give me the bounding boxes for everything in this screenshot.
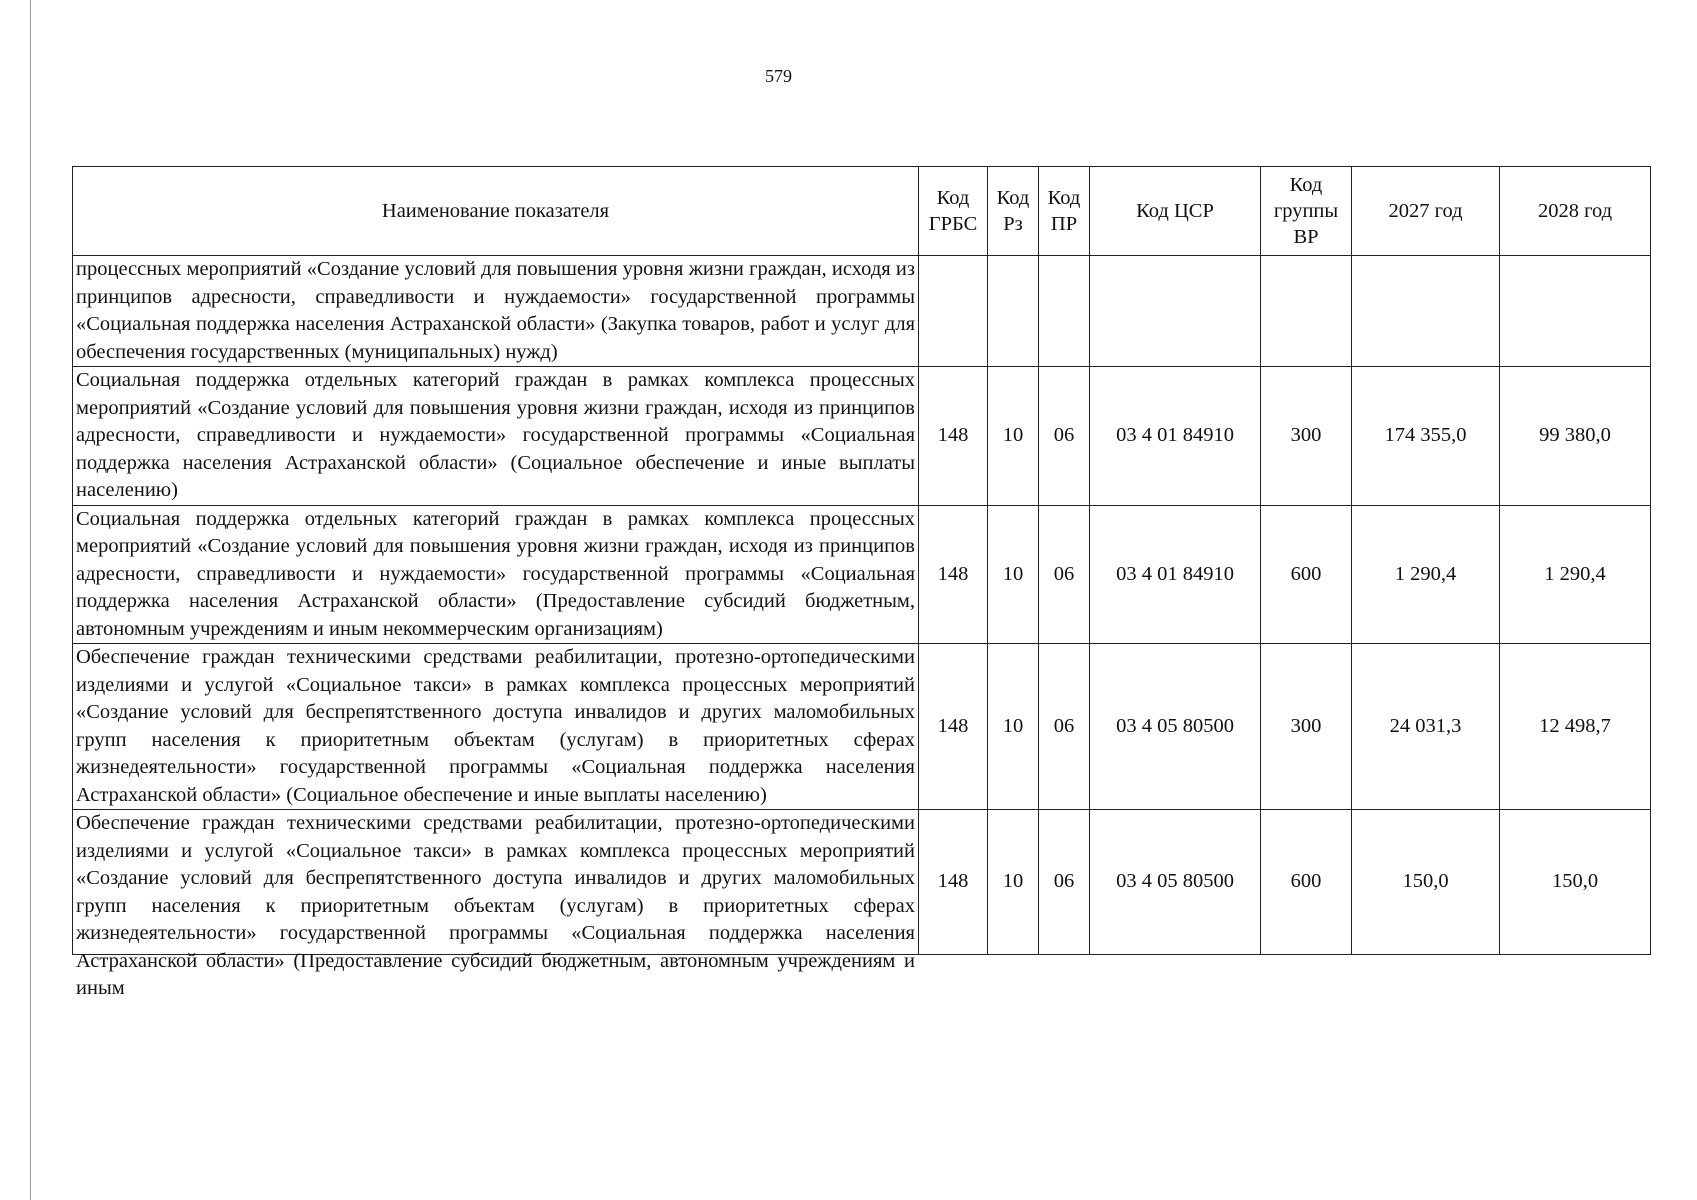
- row-rz: 10: [988, 644, 1039, 810]
- header-vr: Код группы ВР: [1261, 167, 1352, 256]
- row-rz: 10: [988, 367, 1039, 506]
- row-vr: 600: [1261, 505, 1352, 644]
- row-grbs: 148: [919, 367, 988, 506]
- row-grbs: 148: [919, 644, 988, 810]
- table-row: [73, 367, 1651, 506]
- row-csr: 03 4 05 80500: [1090, 644, 1261, 810]
- row-vr: 300: [1261, 367, 1352, 506]
- row-csr: 03 4 01 84910: [1090, 367, 1261, 506]
- row-name-cell: [73, 810, 919, 999]
- row-name: Обеспечение граждан техническими средствами реабилитации, протезно-ортопедическими изделиями и услугой «Социальное такси» в рамках комплекса процессных мероприятий «Создание условий для беспрепятственного доступа инвалидов и других маломобильных групп населения к приоритетным объектам (услугам) в приоритетных сферах жизнедеятельности» государственной программы «Социальная поддержка населения Астраханской области» (Предоставление субсидий бюджетным, автономным учреждениям и иным: [76, 812, 915, 999]
- row-rz: 10: [988, 505, 1039, 644]
- row-amount-2028: 12 498,7: [1500, 644, 1651, 810]
- row-csr: 03 4 01 84910: [1090, 505, 1261, 644]
- row-vr: [1261, 256, 1352, 367]
- page-margin-line: [30, 0, 31, 1200]
- row-name: Обеспечение граждан техническими средствами реабилитации, протезно-ортопедическими изделиями и услугой «Социальное такси» в рамках комплекса процессных мероприятий «Создание условий для беспрепятственного доступа инвалидов и других маломобильных групп населения к приоритетным объектам (услугам) в приоритетных сферах жизнедеятельности» государственной программы «Социальная поддержка населения Астраханской области» (Социальное обеспечение и иные выплаты населению): [73, 644, 919, 810]
- row-amount-2027: [1352, 256, 1500, 367]
- row-vr: 600: [1261, 810, 1352, 955]
- row-grbs: 148: [919, 810, 988, 955]
- row-amount-2028: 1 290,4: [1500, 505, 1651, 644]
- row-rz: [988, 256, 1039, 367]
- row-amount-2028: 150,0: [1500, 810, 1651, 955]
- table-row: [73, 505, 1651, 644]
- row-pr: [1039, 256, 1090, 367]
- row-amount-2027: 174 355,0: [1352, 367, 1500, 506]
- row-pr: 06: [1039, 810, 1090, 955]
- table-row: [73, 810, 1651, 955]
- row-name: процессных мероприятий «Создание условий для повышения уровня жизни граждан, исходя из принципов адресности, справедливости и нуждаемости» государственной программы «Социальная поддержка населения Астраханской области» (Закупка товаров, работ и услуг для обеспечения государственных (муниципальных) нужд): [73, 256, 919, 367]
- row-pr: 06: [1039, 367, 1090, 506]
- budget-table: [72, 166, 1651, 999]
- table-row: [73, 644, 1651, 810]
- row-pr: 06: [1039, 505, 1090, 644]
- row-grbs: [919, 256, 988, 367]
- header-csr: Код ЦСР: [1090, 167, 1261, 256]
- header-grbs: Код ГРБС: [919, 167, 988, 256]
- row-amount-2027: 24 031,3: [1352, 644, 1500, 810]
- row-amount-2028: [1500, 256, 1651, 367]
- page-number: 579: [765, 66, 792, 86]
- row-rz: 10: [988, 810, 1039, 955]
- row-csr: [1090, 256, 1261, 367]
- header-year-2028: 2028 год: [1500, 167, 1651, 256]
- header-rz: Код Рз: [988, 167, 1039, 256]
- row-csr: 03 4 05 80500: [1090, 810, 1261, 955]
- row-pr: 06: [1039, 644, 1090, 810]
- header-name: Наименование показателя: [73, 167, 919, 256]
- table-header-row: [73, 167, 1651, 256]
- row-name: Социальная поддержка отдельных категорий граждан в рамках комплекса процессных мероприятий «Создание условий для повышения уровня жизни граждан, исходя из принципов адресности, справедливости и нуждаемости» государственной программы «Социальная поддержка населения Астраханской области» (Предоставление субсидий бюджетным, автономным учреждениям и иным некоммерческим организациям): [73, 505, 919, 644]
- table-row: [73, 256, 1651, 367]
- row-amount-2027: 150,0: [1352, 810, 1500, 955]
- header-pr: Код ПР: [1039, 167, 1090, 256]
- row-name: Социальная поддержка отдельных категорий граждан в рамках комплекса процессных мероприятий «Создание условий для повышения уровня жизни граждан, исходя из принципов адресности, справедливости и нуждаемости» государственной программы «Социальная поддержка населения Астраханской области» (Социальное обеспечение и иные выплаты населению): [73, 367, 919, 506]
- row-amount-2027: 1 290,4: [1352, 505, 1500, 644]
- header-year-2027: 2027 год: [1352, 167, 1500, 256]
- row-grbs: 148: [919, 505, 988, 644]
- row-amount-2028: 99 380,0: [1500, 367, 1651, 506]
- row-vr: 300: [1261, 644, 1352, 810]
